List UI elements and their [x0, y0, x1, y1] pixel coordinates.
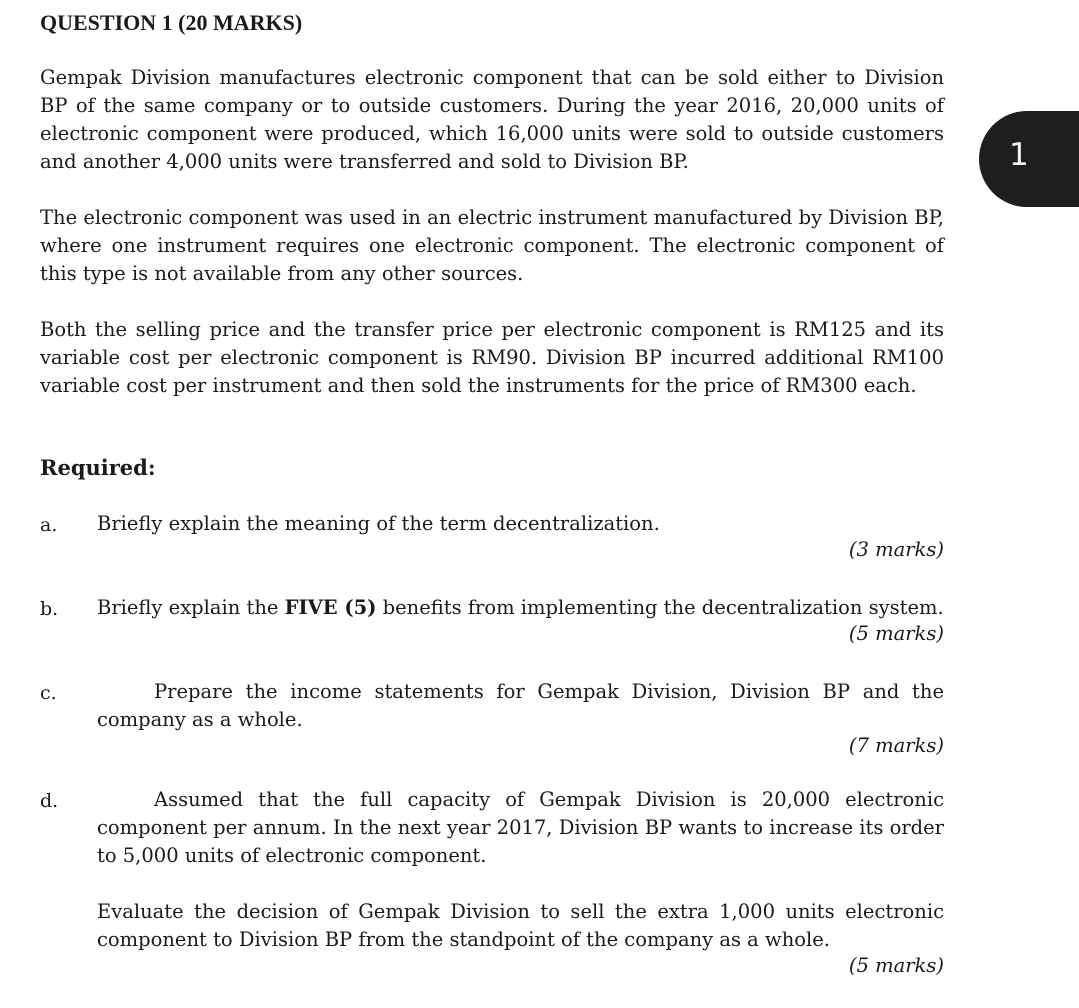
question-title: QUESTION 1 (20 MARKS): [40, 10, 303, 35]
question-b-text-before: Briefly explain the: [97, 596, 285, 619]
page-number-label: 1: [1009, 137, 1029, 173]
paragraph-instrument: The electronic component was used in an electric instrument manufactured by Division BP, where one instrument requires one electronic component. The electronic component of this type is not available from any other sources.: [40, 206, 944, 285]
required-heading: Required:: [40, 455, 156, 480]
question-a-text: Briefly explain the meaning of the term decentralization.: [97, 512, 660, 535]
paragraph-pricing: Both the selling price and the transfer price per electronic component is RM125 and its variable cost per electronic component is RM90. Division BP incurred additional RM100 variable cost per instrument and then sold the instruments for the price of RM300 each.: [40, 318, 944, 397]
question-b-text: [97, 594, 944, 622]
question-d-marks: (5 marks): [848, 954, 944, 977]
question-b-marks: (5 marks): [848, 622, 944, 645]
question-d-text: Assumed that the full capacity of Gempak Division is 20,000 electronic component per annum. In the next year 2017, Division BP wants to increase its order to 5,000 units of electronic component.: [97, 788, 944, 867]
page-number-tab[interactable]: [979, 111, 1079, 207]
question-b-letter: b.: [40, 598, 59, 620]
question-c-marks: (7 marks): [848, 734, 944, 757]
question-c-letter: c.: [40, 682, 57, 704]
question-a-letter: a.: [40, 514, 58, 536]
question-a-marks: (3 marks): [848, 538, 944, 561]
question-c-text: Prepare the income statements for Gempak Division, Division BP and the company as a whole.: [97, 680, 944, 731]
question-d-evaluate-text: Evaluate the decision of Gempak Division to sell the extra 1,000 units electronic component to Division BP from the standpoint of the company as a whole.: [97, 900, 944, 951]
question-b-text-bold: FIVE (5): [284, 596, 377, 619]
question-b-text-after: benefits from implementing the decentralization system.: [376, 596, 944, 619]
question-d-letter: d.: [40, 790, 59, 812]
paragraph-intro: Gempak Division manufactures electronic component that can be sold either to Division BP of the same company or to outside customers. During the year 2016, 20,000 units of electronic component were produced, which 16,000 units were sold to outside customers and another 4,000 units were transferred and sold to Division BP.: [40, 66, 944, 173]
